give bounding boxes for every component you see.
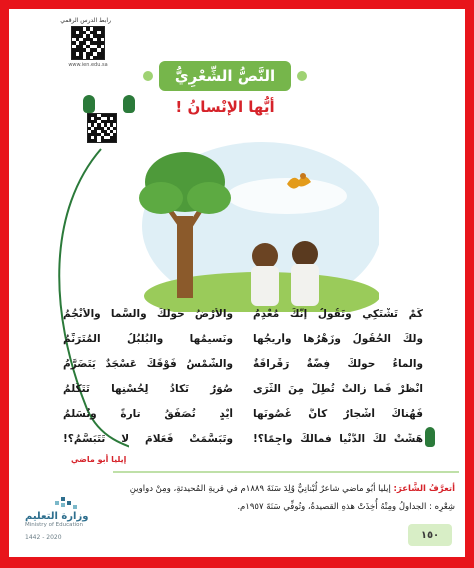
verse-right-hemistich: هَشِّتْ لكَ الدُّنْيا فمالَكَ واجِمًا؟! [253, 432, 423, 445]
poem-title: أيُّها الإنْسانُ ! [175, 98, 275, 116]
headphone-bottom-icon [425, 427, 435, 447]
ministry-emblem-icon [55, 497, 77, 511]
verse-left-hemistich: والشَّمْسُ فَوْقَكَ عَسْجَدٌ يَتَضَرَّمُ [63, 357, 233, 370]
verse-left-hemistich: ونَسيمُها والبُلْبُلُ المُتَرَنِّمُ [63, 332, 233, 345]
verse-row [63, 376, 423, 401]
bio-text-2: شِعْرِه : الجداولُ ومِنْهُ أُخِذَتْ هذهِ القصيدةُ، وتُوفِّي سَنَةَ ١٩٥٧م. [237, 502, 455, 512]
poem-verses [63, 301, 423, 469]
textbook-page [9, 9, 465, 557]
poet-name: إيليا أبو ماضي [71, 455, 127, 464]
verse-row [63, 426, 423, 451]
verse-left-hemistich: أيْدٍ تُصَفِّقُ تارةً وتُسَلِّمُ [63, 407, 233, 420]
verse-left-hemistich: وتَبَسَّمَتْ فَعَلامَ لا تَتَبَسَّمُ؟! [63, 432, 233, 445]
verse-row [63, 326, 423, 351]
verse-right-hemistich: كَمْ تَشْتَكِي وتَقُولُ إِنَّكَ مُعْدِمُ [253, 307, 423, 320]
qr-code-icon [71, 26, 105, 60]
headphone-right-icon [123, 95, 135, 113]
section-title: النَّصُّ الشِّعْرِيُّ [159, 61, 291, 91]
digital-lesson-qr[interactable] [60, 17, 111, 68]
verse-right-hemistich: فَهُناكَ أشْجارٌ كأنَّ غُصُونَها [253, 407, 423, 420]
verse-row [63, 351, 423, 376]
ministry-logo [25, 497, 109, 553]
verse-left-hemistich: صُوَرٌ تَكادُ لِحُسْنِها تَتَكَلَّمُ [63, 382, 233, 395]
poem-illustration [137, 136, 379, 312]
qr-url: www.ien.edu.sa [68, 62, 108, 68]
ministry-name-ar: وزارة التعليم [25, 511, 89, 522]
bio-text-1: إيليا أبُو ماضي شاعرٌ لُبْنانِيٌّ وُلِدَ سَنَةَ ١٨٨٩م في قريةِ المُحيدثةِ، ومِنْ دواوينِ [129, 484, 391, 494]
verse-right-hemistich: والماءُ حولكَ فِضَّةٌ رَقْراقَةٌ [253, 357, 423, 370]
bio-line-1 [121, 480, 455, 498]
verse-row [63, 301, 423, 326]
page-number: ١٥٠ [408, 524, 452, 546]
verse-right-hemistich: ولَكَ الحُقُولُ وزَهْرُها وأرِيجُها [253, 332, 423, 345]
verse-left-hemistich: والأرْضُ حولَكَ والسَّما والأنْجُمُ [63, 307, 233, 320]
verse-right-hemistich: انْظُرْ فَما زالَتْ تُطِلُّ مِنَ الثَّرَى [253, 382, 423, 395]
qr-caption: رابط الدرس الرقمي [60, 17, 111, 24]
audio-qr-code-icon[interactable] [87, 113, 117, 143]
headphone-left-icon [83, 95, 95, 113]
poet-bio [121, 480, 455, 516]
bio-label: أتعرَّفُ الشَّاعرَ: [393, 484, 455, 494]
verse-row [63, 401, 423, 426]
edition-year: 2020 - 1442 [25, 534, 62, 541]
bio-divider [113, 471, 459, 473]
ministry-name-en: Ministry of Education [25, 522, 84, 528]
side-rail-decoration [9, 9, 129, 557]
